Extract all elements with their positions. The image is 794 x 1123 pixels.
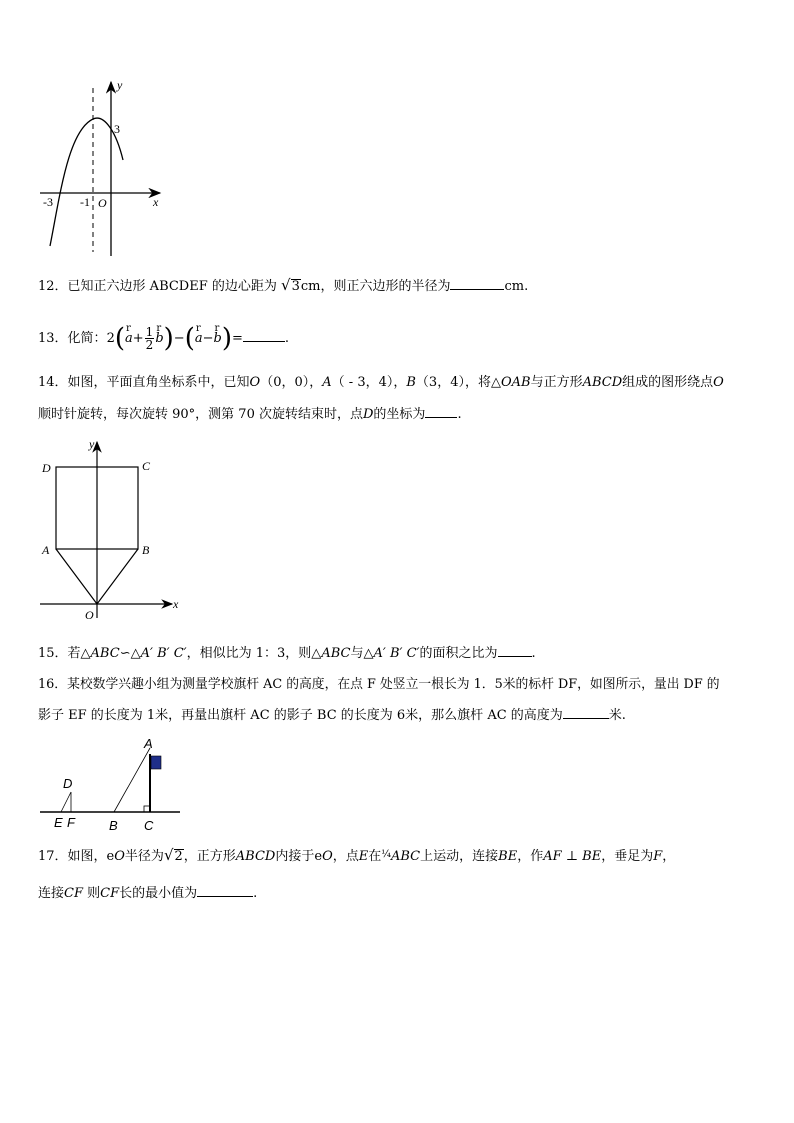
question-text: 则 <box>87 886 101 901</box>
x-axis-label: x <box>153 195 159 209</box>
point-A-label: A <box>42 543 50 557</box>
square-label: ABCD <box>235 849 276 864</box>
question-text: 14．如图，平面直角坐标系中，已知 <box>38 375 250 390</box>
vector-b: r b <box>155 324 163 354</box>
question-text: cm，则正六边形的半径为 <box>300 279 451 294</box>
segment-label: AF <box>543 849 562 864</box>
point-B-label: B <box>109 818 118 833</box>
point-label: E <box>358 849 369 864</box>
question-text: ， <box>662 849 676 864</box>
segment-label: CF <box>100 886 120 901</box>
vector-a: r a <box>125 324 133 354</box>
question-text: 与正方形 <box>530 375 583 390</box>
answer-blank[interactable] <box>243 329 285 342</box>
similar-symbol: ∽△ <box>119 646 141 661</box>
point-C-label: C <box>142 459 151 473</box>
question-14-line-1 <box>38 374 724 392</box>
sqrt-value: 3 <box>291 279 300 294</box>
shadow-ray-AB <box>114 748 150 812</box>
answer-blank[interactable] <box>498 644 532 657</box>
square-label: ABCD <box>582 375 623 390</box>
question-text: 长的最小值为 <box>119 886 198 901</box>
square-triangle-figure <box>36 436 186 626</box>
question-text: cm. <box>504 279 529 294</box>
point-label: B′ <box>157 646 170 661</box>
question-text: 的面积之比为 <box>419 646 498 661</box>
question-text: 半径为 <box>124 849 164 864</box>
circle-symbol: e <box>314 849 323 864</box>
question-number: 12． <box>38 279 68 294</box>
point-F-label: F <box>67 815 75 830</box>
question-text: 组成的图形绕点 <box>622 375 714 390</box>
question-text: 的坐标为 <box>373 407 426 422</box>
question-text: 米. <box>608 708 626 723</box>
question-text: 已知正六边形 ABCDEF 的边心距为 <box>67 279 277 294</box>
vector-b: r b <box>214 324 222 354</box>
point-label: O <box>114 849 125 864</box>
point-label: C′ <box>173 646 187 661</box>
x-axis-label: x <box>173 597 179 611</box>
x-tick-neg1: -1 <box>80 195 90 209</box>
question-text: ，相似比为 1：3，则△ <box>186 646 322 661</box>
period: . <box>284 331 290 346</box>
flagpole-figure <box>38 736 188 836</box>
answer-blank[interactable] <box>197 884 253 897</box>
perpendicular-symbol: ⊥ <box>565 849 578 864</box>
question-text: 上运动，连接 <box>420 849 499 864</box>
question-text: 连接 <box>38 886 65 901</box>
answer-blank[interactable] <box>450 277 504 290</box>
question-text: 在 <box>368 849 382 864</box>
segment-label: CF <box>64 886 83 901</box>
question-number: 17．如图， <box>38 849 107 864</box>
question-12: 12．已知正六边形 ABCDEF 的边心距为 √3cm，则正六边形的半径为 cm. <box>38 276 529 294</box>
circle-symbol: e <box>106 849 115 864</box>
answer-blank[interactable] <box>563 706 609 719</box>
sqrt-value: 2 <box>174 849 183 864</box>
minus-sign: − <box>173 331 185 346</box>
origin-label: O <box>85 608 94 622</box>
question-16-line-1 <box>38 676 720 694</box>
question-text: 与△ <box>350 646 374 661</box>
triangle-label: ABC <box>321 646 351 661</box>
point-label: O <box>249 375 261 390</box>
parabola-figure <box>36 76 166 260</box>
point-label: F <box>653 849 663 864</box>
point-B-label: B <box>142 543 150 557</box>
period: . <box>253 886 258 901</box>
point-label: A <box>322 375 332 390</box>
question-text: 化简： <box>67 331 107 346</box>
point-D-label: D <box>42 461 51 475</box>
coordinate: （ - 3，4）， <box>331 375 407 390</box>
parabola-curve <box>50 118 123 246</box>
point-label: B′ <box>389 646 403 661</box>
point-label: D <box>362 407 374 422</box>
point-A-label: A <box>144 736 153 751</box>
plus-sign: + <box>132 331 144 346</box>
period: . <box>457 407 462 422</box>
x-tick-neg3: -3 <box>43 195 53 209</box>
point-E-label: E <box>54 815 63 830</box>
question-number: 13． <box>38 331 68 346</box>
question-text: ，垂足为 <box>601 849 654 864</box>
segment-label: BE <box>498 849 518 864</box>
coefficient: 2 <box>106 331 115 346</box>
question-text: ，正方形 <box>183 849 236 864</box>
point-D-label: D <box>63 776 73 791</box>
coordinate: （0，0）， <box>260 375 323 390</box>
flag-icon <box>151 756 161 769</box>
point-label: A′ <box>140 646 153 661</box>
question-number: 15．若△ <box>38 646 91 661</box>
arc-label: ABC <box>390 849 421 864</box>
question-text: 顺时针旋转，每次旋转 90°，测第 70 次旋转结束时，点 <box>38 407 363 422</box>
minus-sign: − <box>202 331 214 346</box>
triangle-label: OAB <box>500 375 531 390</box>
equals-sign: = <box>232 331 243 346</box>
point-C-label: C <box>144 818 154 833</box>
question-15 <box>38 644 536 663</box>
shadow-ray-DE <box>61 792 71 812</box>
question-text: ，点 <box>332 849 359 864</box>
answer-blank[interactable] <box>425 405 457 418</box>
vector-a: r a <box>195 324 203 354</box>
arc-symbol: ¼ <box>381 849 391 860</box>
question-17-line-2 <box>38 884 257 903</box>
y-axis-label: y <box>117 78 123 92</box>
question-text: 影子 EF 的长度为 1米，再量出旗杆 AC 的影子 BC 的长度为 6米，那么旗杆 AC 的高度为 <box>38 708 563 723</box>
point-label: B <box>406 375 416 390</box>
origin-label: O <box>98 196 107 210</box>
coordinate: （3，4），将△ <box>415 375 501 390</box>
question-17-line-1: 17．如图，eO半径为√2，正方形ABCD内接于eO，点E在$^{\frac{1}{4}}$ABC上运动，连接BE，作AF ⊥ BE，垂足为F， <box>38 846 676 864</box>
question-text: 16．某校数学兴趣小组为测量学校旗杆 AC 的高度，在点 F 处竖立一根长为 1．5米的标杆 DF，如图所示，量出 DF 的 <box>38 677 720 692</box>
question-text: ，作 <box>517 849 544 864</box>
numerator: 1 <box>145 325 154 339</box>
denominator: 2 <box>145 338 154 352</box>
y-axis-label: y <box>89 437 95 451</box>
point-label: A′ <box>373 646 386 661</box>
period: . <box>531 646 536 661</box>
point-label: O <box>713 375 724 390</box>
y-tick-3: 3 <box>114 122 120 136</box>
question-14-line-2 <box>38 405 462 424</box>
triangle-label: ABC <box>90 646 120 661</box>
point-label: C′ <box>406 646 420 661</box>
point-label: O <box>322 849 333 864</box>
question-text: 内接于 <box>275 849 315 864</box>
question-13: 13．化简：2(r a+ $\frac{1}{2}$ r b)−(r a−r b)= . <box>38 324 289 354</box>
segment-label: BE <box>582 849 602 864</box>
question-16-line-2 <box>38 706 626 725</box>
fraction-half <box>145 326 155 351</box>
